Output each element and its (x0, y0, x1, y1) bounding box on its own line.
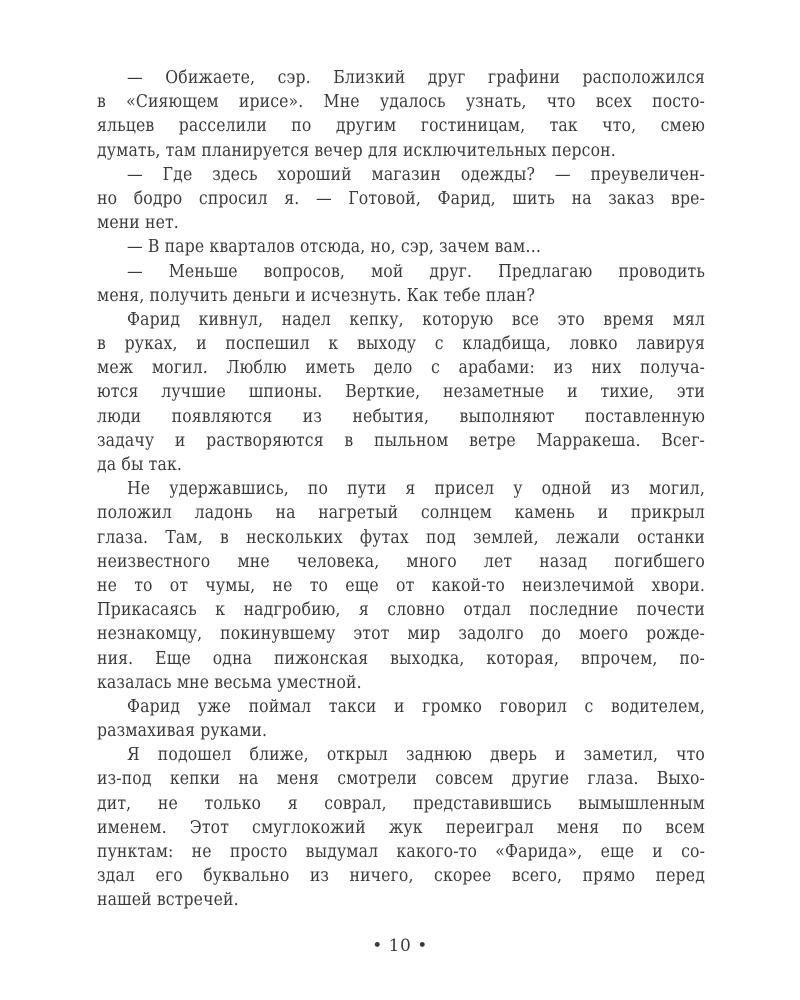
text-line: — Обижаете, сэр. Близкий друг графини расположился (127, 68, 705, 88)
text-line: пунктам: не просто выдумал какого-то «Фарида», еще и со- (97, 842, 705, 862)
text-line: не то от чумы, не то еще от какой-то неизлечимой хвори. (97, 575, 705, 596)
text-line: меня, получить деньги и исчезнуть. Как тебе план? (97, 285, 536, 306)
text-line: из-под кепки на меня смотрели совсем другие глаза. Выхо- (97, 769, 705, 790)
text-line: люди появляются из небытия, выполняют поставленную (97, 406, 705, 427)
text-line: задачу и растворяются в пыльном ветре Марракеша. Всег- (97, 430, 705, 451)
text-line: глаза. Там, в нескольких футах под землей, лежали останки (97, 527, 705, 548)
text-line: в «Сияющем ирисе». Мне удалось узнать, что всех посто- (97, 92, 705, 113)
text-line: Прикасаясь к надгробию, я словно отдал последние почести (97, 600, 705, 621)
page-number: • 10 • (372, 936, 428, 956)
text-line: меж могил. Люблю иметь дело с арабами: из них получа- (97, 358, 705, 379)
text-line: нашей встречей. (97, 890, 239, 911)
text-line: в руках, и поспешил к выходу с кладбища, ловко лавируя (97, 334, 705, 355)
text-line: именем. Этот смуглокожий жук переиграл меня по всем (97, 817, 705, 838)
text-line: Фарид кивнул, надел кепку, которую все это время мял (127, 309, 705, 330)
body-text (97, 66, 705, 913)
text-line: Я подошел ближе, открыл заднюю дверь и заметил, что (127, 745, 705, 766)
text-line: но бодро спросил я. — Готовой, Фарид, шить на заказ вре- (97, 188, 705, 209)
text-line: казалась мне весьма уместной. (97, 672, 362, 693)
text-line: Не удержавшись, по пути я присел у одной из могил, (127, 479, 705, 500)
text-line: яльцев расселили по другим гостиницам, так что, смею (97, 116, 705, 137)
text-line: — В паре кварталов отсюда, но, сэр, зачем вам… (127, 237, 542, 258)
text-line: положил ладонь на нагретый солнцем камень и прикрыл (97, 503, 705, 524)
text-line: дит, не только я соврал, представившись вымышленным (97, 793, 705, 814)
text-line: размахивая руками. (97, 721, 268, 742)
text-line: неизвестного мне человека, много лет назад погибшего (97, 551, 705, 572)
text-line: Фарид уже поймал такси и громко говорил с водителем, (127, 696, 705, 717)
text-line: мени нет. (97, 213, 179, 234)
text-line: да бы так. (97, 455, 182, 475)
text-line: ются лучшие шпионы. Верткие, незаметные и тихие, эти (97, 382, 705, 403)
text-line: ния. Еще одна пижонская выходка, которая, впрочем, по- (97, 648, 705, 669)
text-line: незнакомцу, покинувшему этот мир задолго до моего рожде- (97, 624, 705, 645)
text-line: думать, там планируется вечер для исключительных персон. (97, 140, 616, 161)
text-line: здал его буквально из ничего, скорее всего, прямо перед (97, 866, 705, 887)
text-line: — Где здесь хороший магазин одежды? — преувеличен- (127, 164, 705, 185)
text-line: — Меньше вопросов, мой друг. Предлагаю проводить (127, 261, 705, 282)
